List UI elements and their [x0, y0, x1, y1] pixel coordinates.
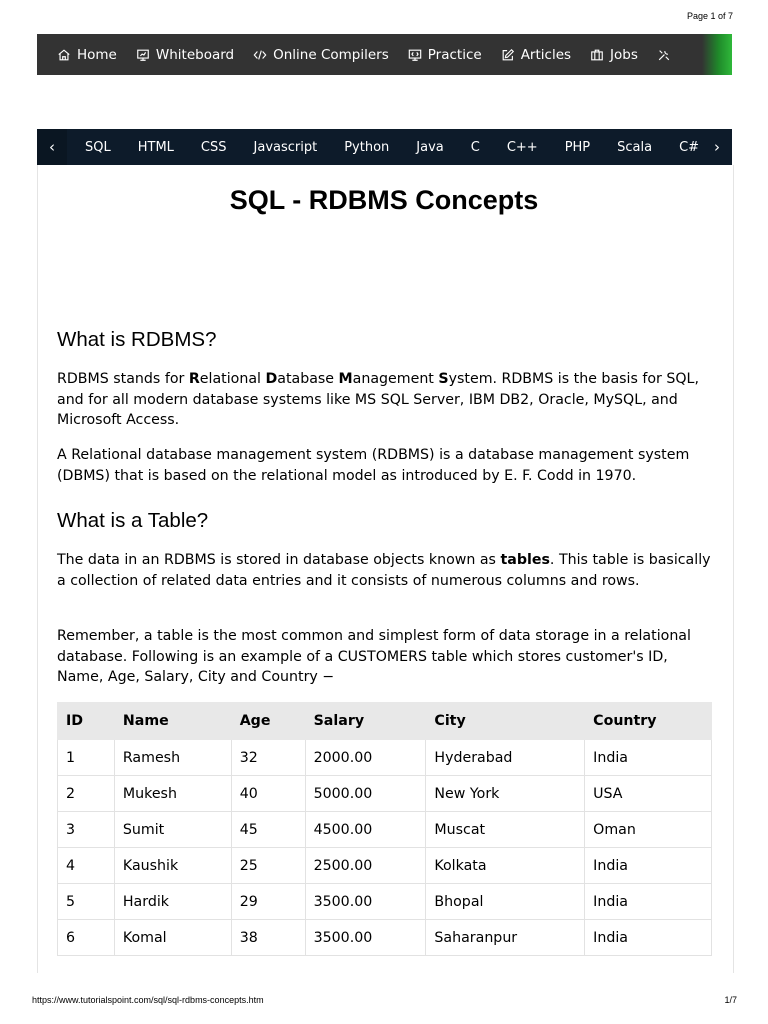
- table-cell: 29: [231, 884, 305, 920]
- table-row: [58, 740, 712, 776]
- table-cell: Kaushik: [114, 848, 231, 884]
- text-run: anagement: [352, 371, 439, 387]
- table-cell: Sumit: [114, 812, 231, 848]
- table-cell: 3: [58, 812, 115, 848]
- category-item-cpp[interactable]: C++: [506, 139, 538, 155]
- top-navigation: [37, 34, 732, 75]
- table-row: [58, 884, 712, 920]
- table-cell: Kolkata: [426, 848, 585, 884]
- table-cell: 2500.00: [305, 848, 426, 884]
- table-cell: India: [585, 884, 712, 920]
- nav-item-label: Jobs: [610, 46, 638, 63]
- bold-run: R: [188, 371, 200, 387]
- chevron-right-icon[interactable]: ›: [702, 129, 732, 165]
- nav-item-label: Articles: [520, 46, 572, 63]
- customers-table: [57, 702, 712, 956]
- table-cell: 25: [231, 848, 305, 884]
- paragraph-table-example: Remember, a table is the most common and simplest form of data storage in a relational database. Following is an example of a CUSTOMERS table which stores customer's ID, Name, Age, Salary, City and Country −: [57, 628, 691, 685]
- table-cell: 1: [58, 740, 115, 776]
- paragraph-table-definition: [57, 550, 717, 591]
- nav-item-label: Online Compilers: [273, 46, 389, 63]
- table-row: [58, 848, 712, 884]
- code-icon: [253, 48, 267, 62]
- table-row: [58, 812, 712, 848]
- text-run: RDBMS stands for: [57, 371, 189, 387]
- category-item-java[interactable]: Java: [416, 139, 444, 155]
- home-icon: [57, 48, 71, 62]
- paragraph-rdbms-history: A Relational database management system (RDBMS) is a database management system (DBMS) that is based on the relational model as introduced by E. F. Codd in 1970.: [57, 447, 690, 484]
- nav-item-tools[interactable]: [657, 48, 677, 62]
- nav-item-articles[interactable]: [501, 47, 571, 63]
- table-cell: India: [585, 920, 712, 956]
- page-title: SQL - RDBMS Concepts: [229, 185, 539, 215]
- table-cell: 3500.00: [305, 884, 426, 920]
- table-row: [58, 776, 712, 812]
- column-header-city: City: [426, 703, 585, 740]
- tools-icon: [657, 48, 671, 62]
- table-cell: Muscat: [426, 812, 585, 848]
- column-header-age: Age: [231, 703, 305, 740]
- table-header-row: [58, 703, 712, 740]
- nav-item-practice[interactable]: [408, 47, 482, 63]
- nav-item-label: Whiteboard: [155, 46, 235, 63]
- table-cell: 4: [58, 848, 115, 884]
- category-item-php[interactable]: PHP: [564, 139, 591, 155]
- table-cell: Hyderabad: [426, 740, 585, 776]
- nav-item-online-compilers[interactable]: [253, 47, 389, 63]
- nav-item-jobs[interactable]: [590, 47, 638, 63]
- text-run: elational: [199, 371, 266, 387]
- edit-icon: [501, 48, 515, 62]
- bold-run: tables: [500, 552, 550, 568]
- nav-item-label: Home: [77, 46, 117, 63]
- monitor-icon: [408, 48, 422, 62]
- category-item-html[interactable]: HTML: [137, 139, 174, 155]
- table-cell: Mukesh: [114, 776, 231, 812]
- table-cell: India: [585, 740, 712, 776]
- paragraph-rdbms-definition: [57, 369, 717, 431]
- table-cell: 5: [58, 884, 115, 920]
- nav-item-home[interactable]: [57, 47, 117, 63]
- column-header-country: Country: [585, 703, 712, 740]
- table-cell: New York: [426, 776, 585, 812]
- bold-run: D: [265, 371, 278, 387]
- category-bar: [37, 129, 732, 165]
- whiteboard-icon: [136, 48, 150, 62]
- table-cell: 3500.00: [305, 920, 426, 956]
- text-run: ystem. RDBMS is the basis for SQL, and for all modern database systems like MS SQL Server, IBM DB2, Oracle, MySQL, and Microsoft Access.: [57, 371, 699, 428]
- nav-accent-edge: [702, 34, 732, 75]
- text-run: atabase: [277, 371, 339, 387]
- table-cell: 32: [231, 740, 305, 776]
- table-cell: 2: [58, 776, 115, 812]
- table-cell: Ramesh: [114, 740, 231, 776]
- table-cell: 5000.00: [305, 776, 426, 812]
- column-header-salary: Salary: [305, 703, 426, 740]
- category-item-scala[interactable]: Scala: [617, 139, 653, 155]
- table-cell: Bhopal: [426, 884, 585, 920]
- table-cell: Komal: [114, 920, 231, 956]
- table-cell: 4500.00: [305, 812, 426, 848]
- table-cell: 45: [231, 812, 305, 848]
- text-run: The data in an RDBMS is stored in database objects known as: [57, 552, 501, 568]
- category-item-javascript[interactable]: Javascript: [253, 139, 318, 155]
- category-item-css[interactable]: CSS: [200, 139, 227, 155]
- table-cell: 40: [231, 776, 305, 812]
- section-heading-table: What is a Table?: [57, 509, 209, 532]
- column-header-name: Name: [114, 703, 231, 740]
- table-cell: India: [585, 848, 712, 884]
- table-cell: Saharanpur: [426, 920, 585, 956]
- column-header-id: ID: [58, 703, 115, 740]
- text-run: . This table is basically a collection of related data entries and it consists of numerous columns and rows.: [57, 552, 711, 589]
- nav-item-whiteboard[interactable]: [136, 47, 234, 63]
- category-item-sql[interactable]: SQL: [85, 139, 111, 155]
- table-row: [58, 920, 712, 956]
- table-cell: Hardik: [114, 884, 231, 920]
- category-item-csharp[interactable]: C#: [679, 139, 700, 155]
- print-footer-page: 1/7: [724, 995, 737, 1005]
- category-item-python[interactable]: Python: [344, 139, 390, 155]
- print-footer-url: https://www.tutorialspoint.com/sql/sql-rdbms-concepts.htm: [32, 995, 264, 1005]
- briefcase-icon: [590, 48, 604, 62]
- chevron-left-icon[interactable]: ‹: [37, 129, 67, 165]
- table-cell: 38: [231, 920, 305, 956]
- table-cell: USA: [585, 776, 712, 812]
- bold-run: S: [438, 371, 449, 387]
- page-indicator: Page 1 of 7: [686, 11, 733, 21]
- section-heading-rdbms: What is RDBMS?: [57, 328, 217, 351]
- table-cell: 6: [58, 920, 115, 956]
- table-cell: 2000.00: [305, 740, 426, 776]
- bold-run: M: [338, 371, 353, 387]
- category-item-c[interactable]: C: [470, 139, 480, 155]
- table-cell: Oman: [585, 812, 712, 848]
- nav-item-label: Practice: [427, 46, 482, 63]
